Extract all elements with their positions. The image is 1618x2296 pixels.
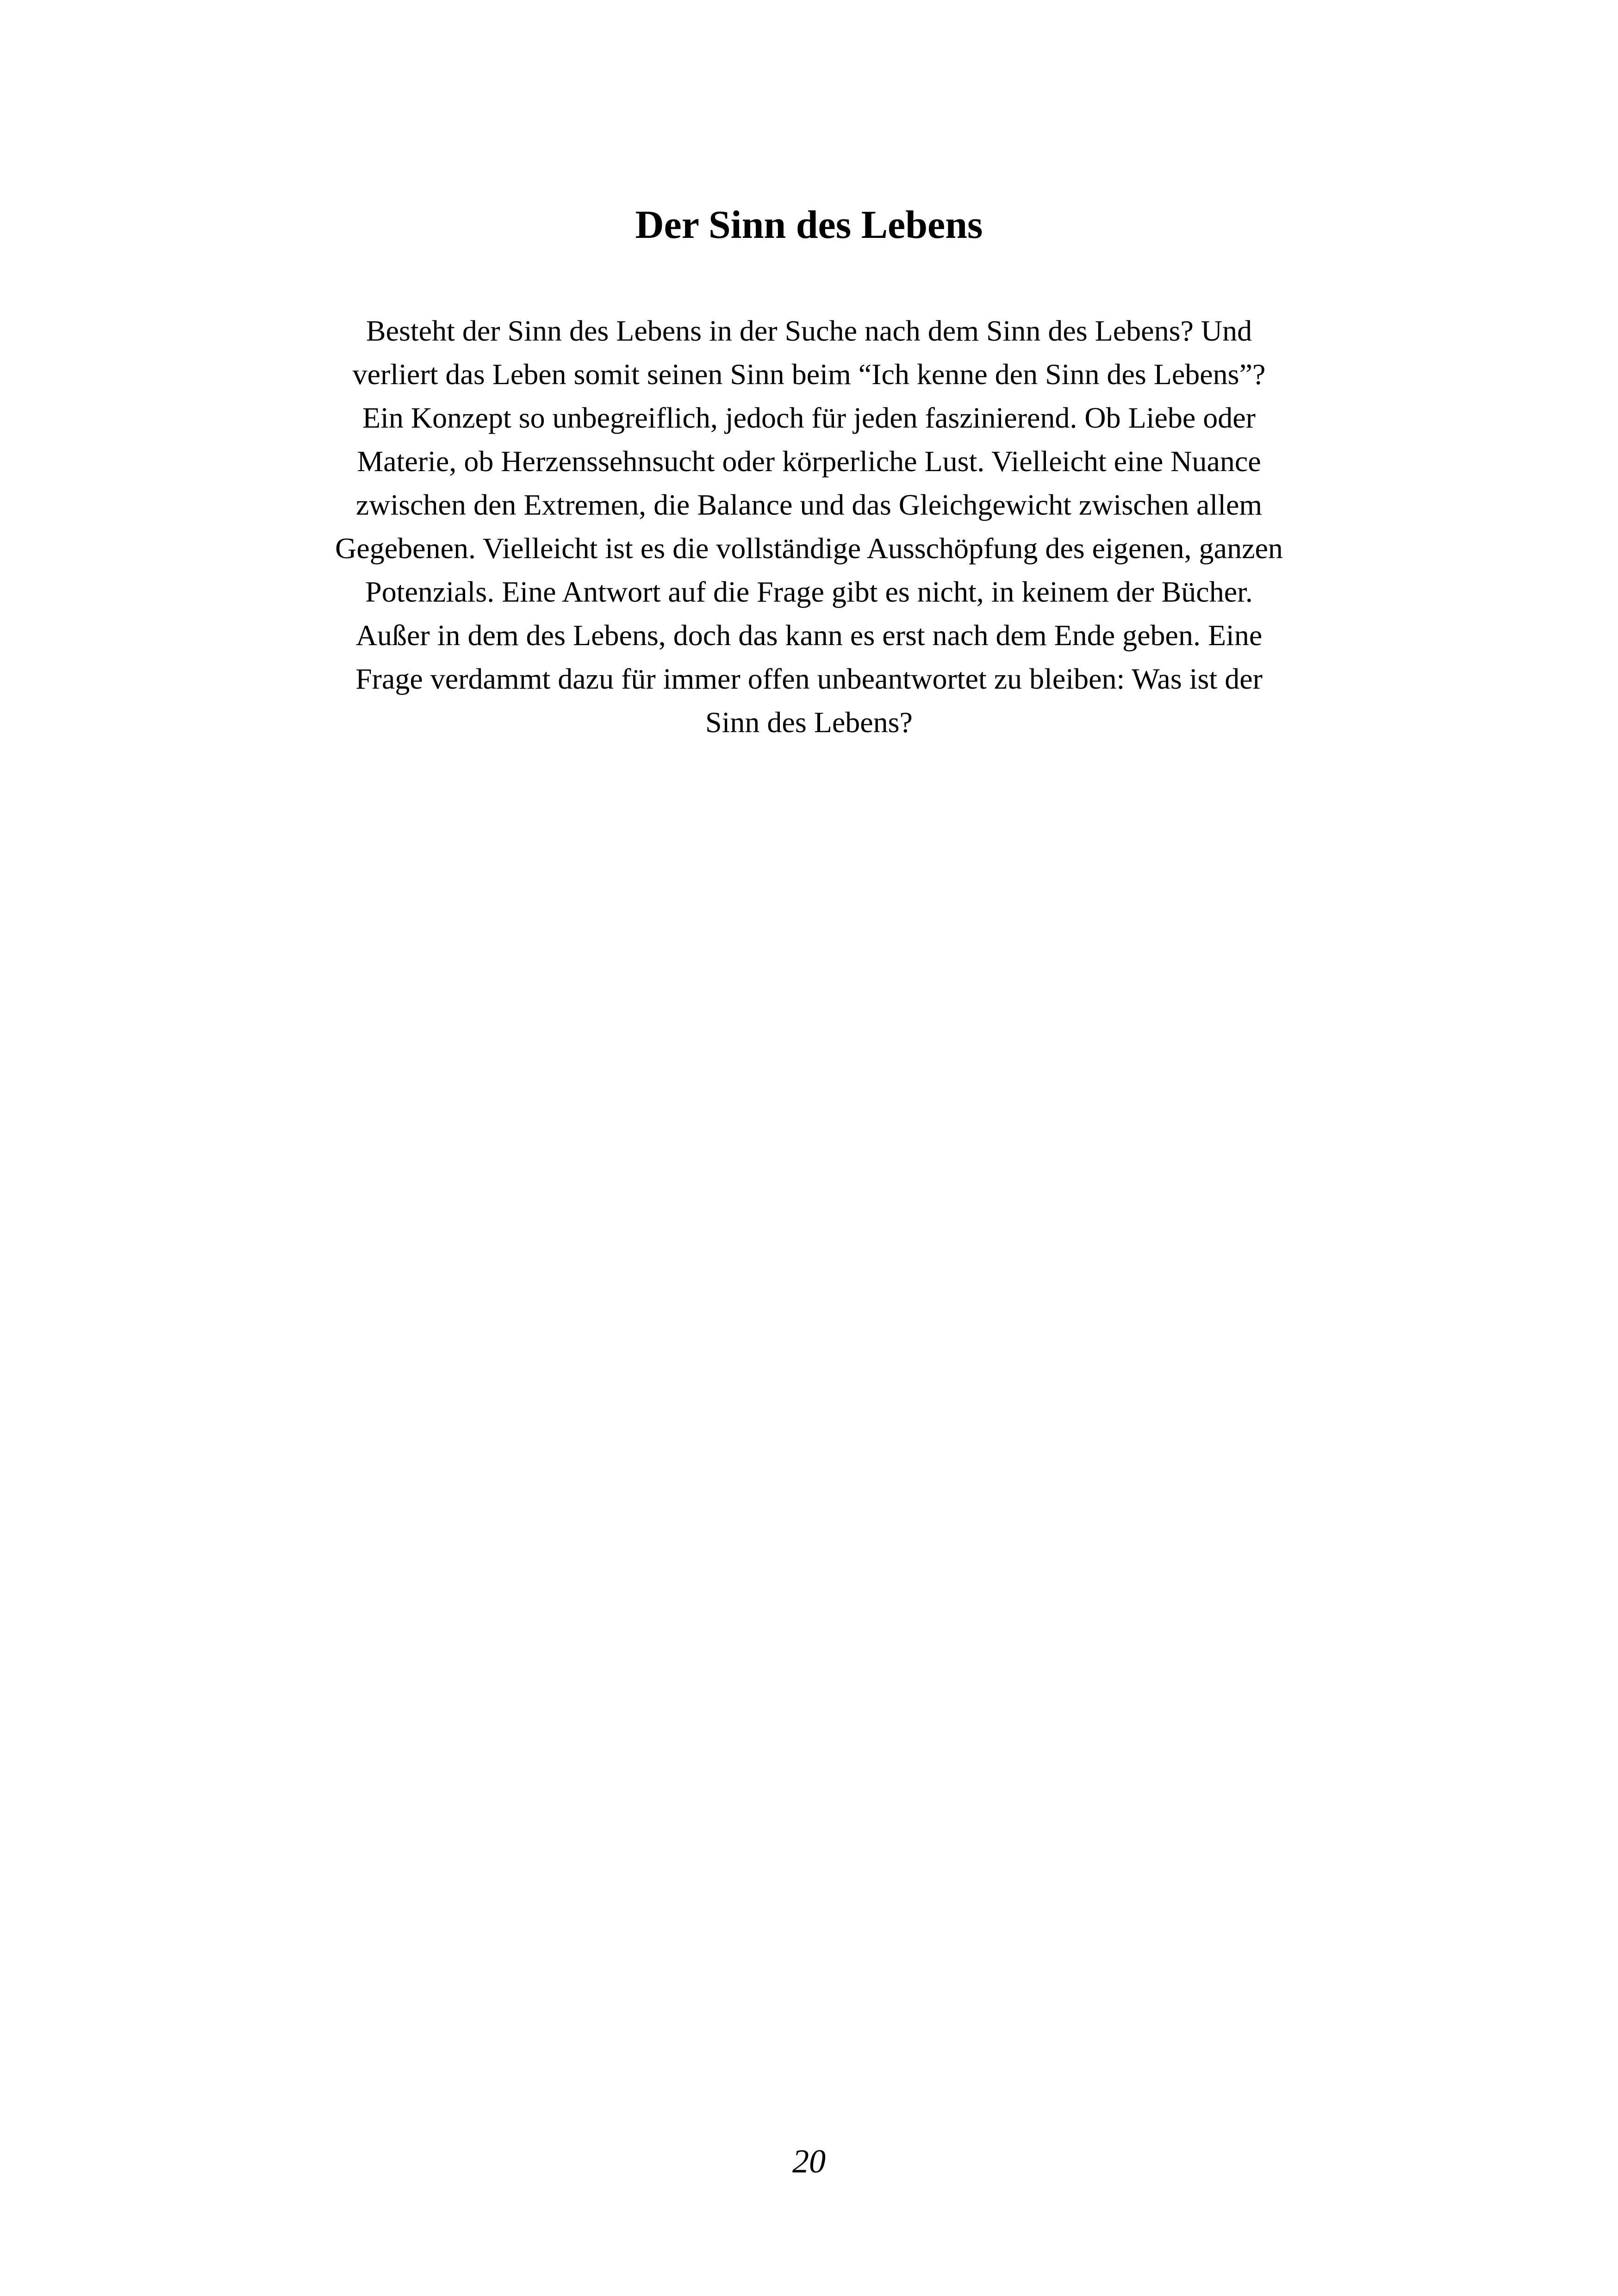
body-line: Frage verdammt dazu für immer offen unbeantwortet zu bleiben: Was ist der xyxy=(355,662,1263,695)
body-paragraph xyxy=(259,309,1359,744)
body-line: Besteht der Sinn des Lebens in der Suche nach dem Sinn des Lebens? Und xyxy=(366,314,1252,347)
body-line: verliert das Leben somit seinen Sinn beim “Ich kenne den Sinn des Lebens”? xyxy=(352,358,1266,391)
body-line: zwischen den Extremen, die Balance und das Gleichgewicht zwischen allem xyxy=(355,488,1263,521)
body-line: Außer in dem des Lebens, doch das kann es erst nach dem Ende geben. Eine xyxy=(355,619,1263,652)
page-number: 20 xyxy=(792,2143,826,2180)
body-line: Potenzials. Eine Antwort auf die Frage gibt es nicht, in keinem der Bücher. xyxy=(365,575,1253,608)
body-line: Ein Konzept so unbegreiflich, jedoch für jeden faszinierend. Ob Liebe oder xyxy=(362,401,1256,434)
body-line: Gegebenen. Vielleicht ist es die vollständige Ausschöpfung des eigenen, ganzen xyxy=(335,532,1283,565)
body-line: Sinn des Lebens? xyxy=(705,706,913,739)
page-title: Der Sinn des Lebens xyxy=(635,202,983,247)
body-line: Materie, ob Herzenssehnsucht oder körperliche Lust. Vielleicht eine Nuance xyxy=(357,445,1261,478)
